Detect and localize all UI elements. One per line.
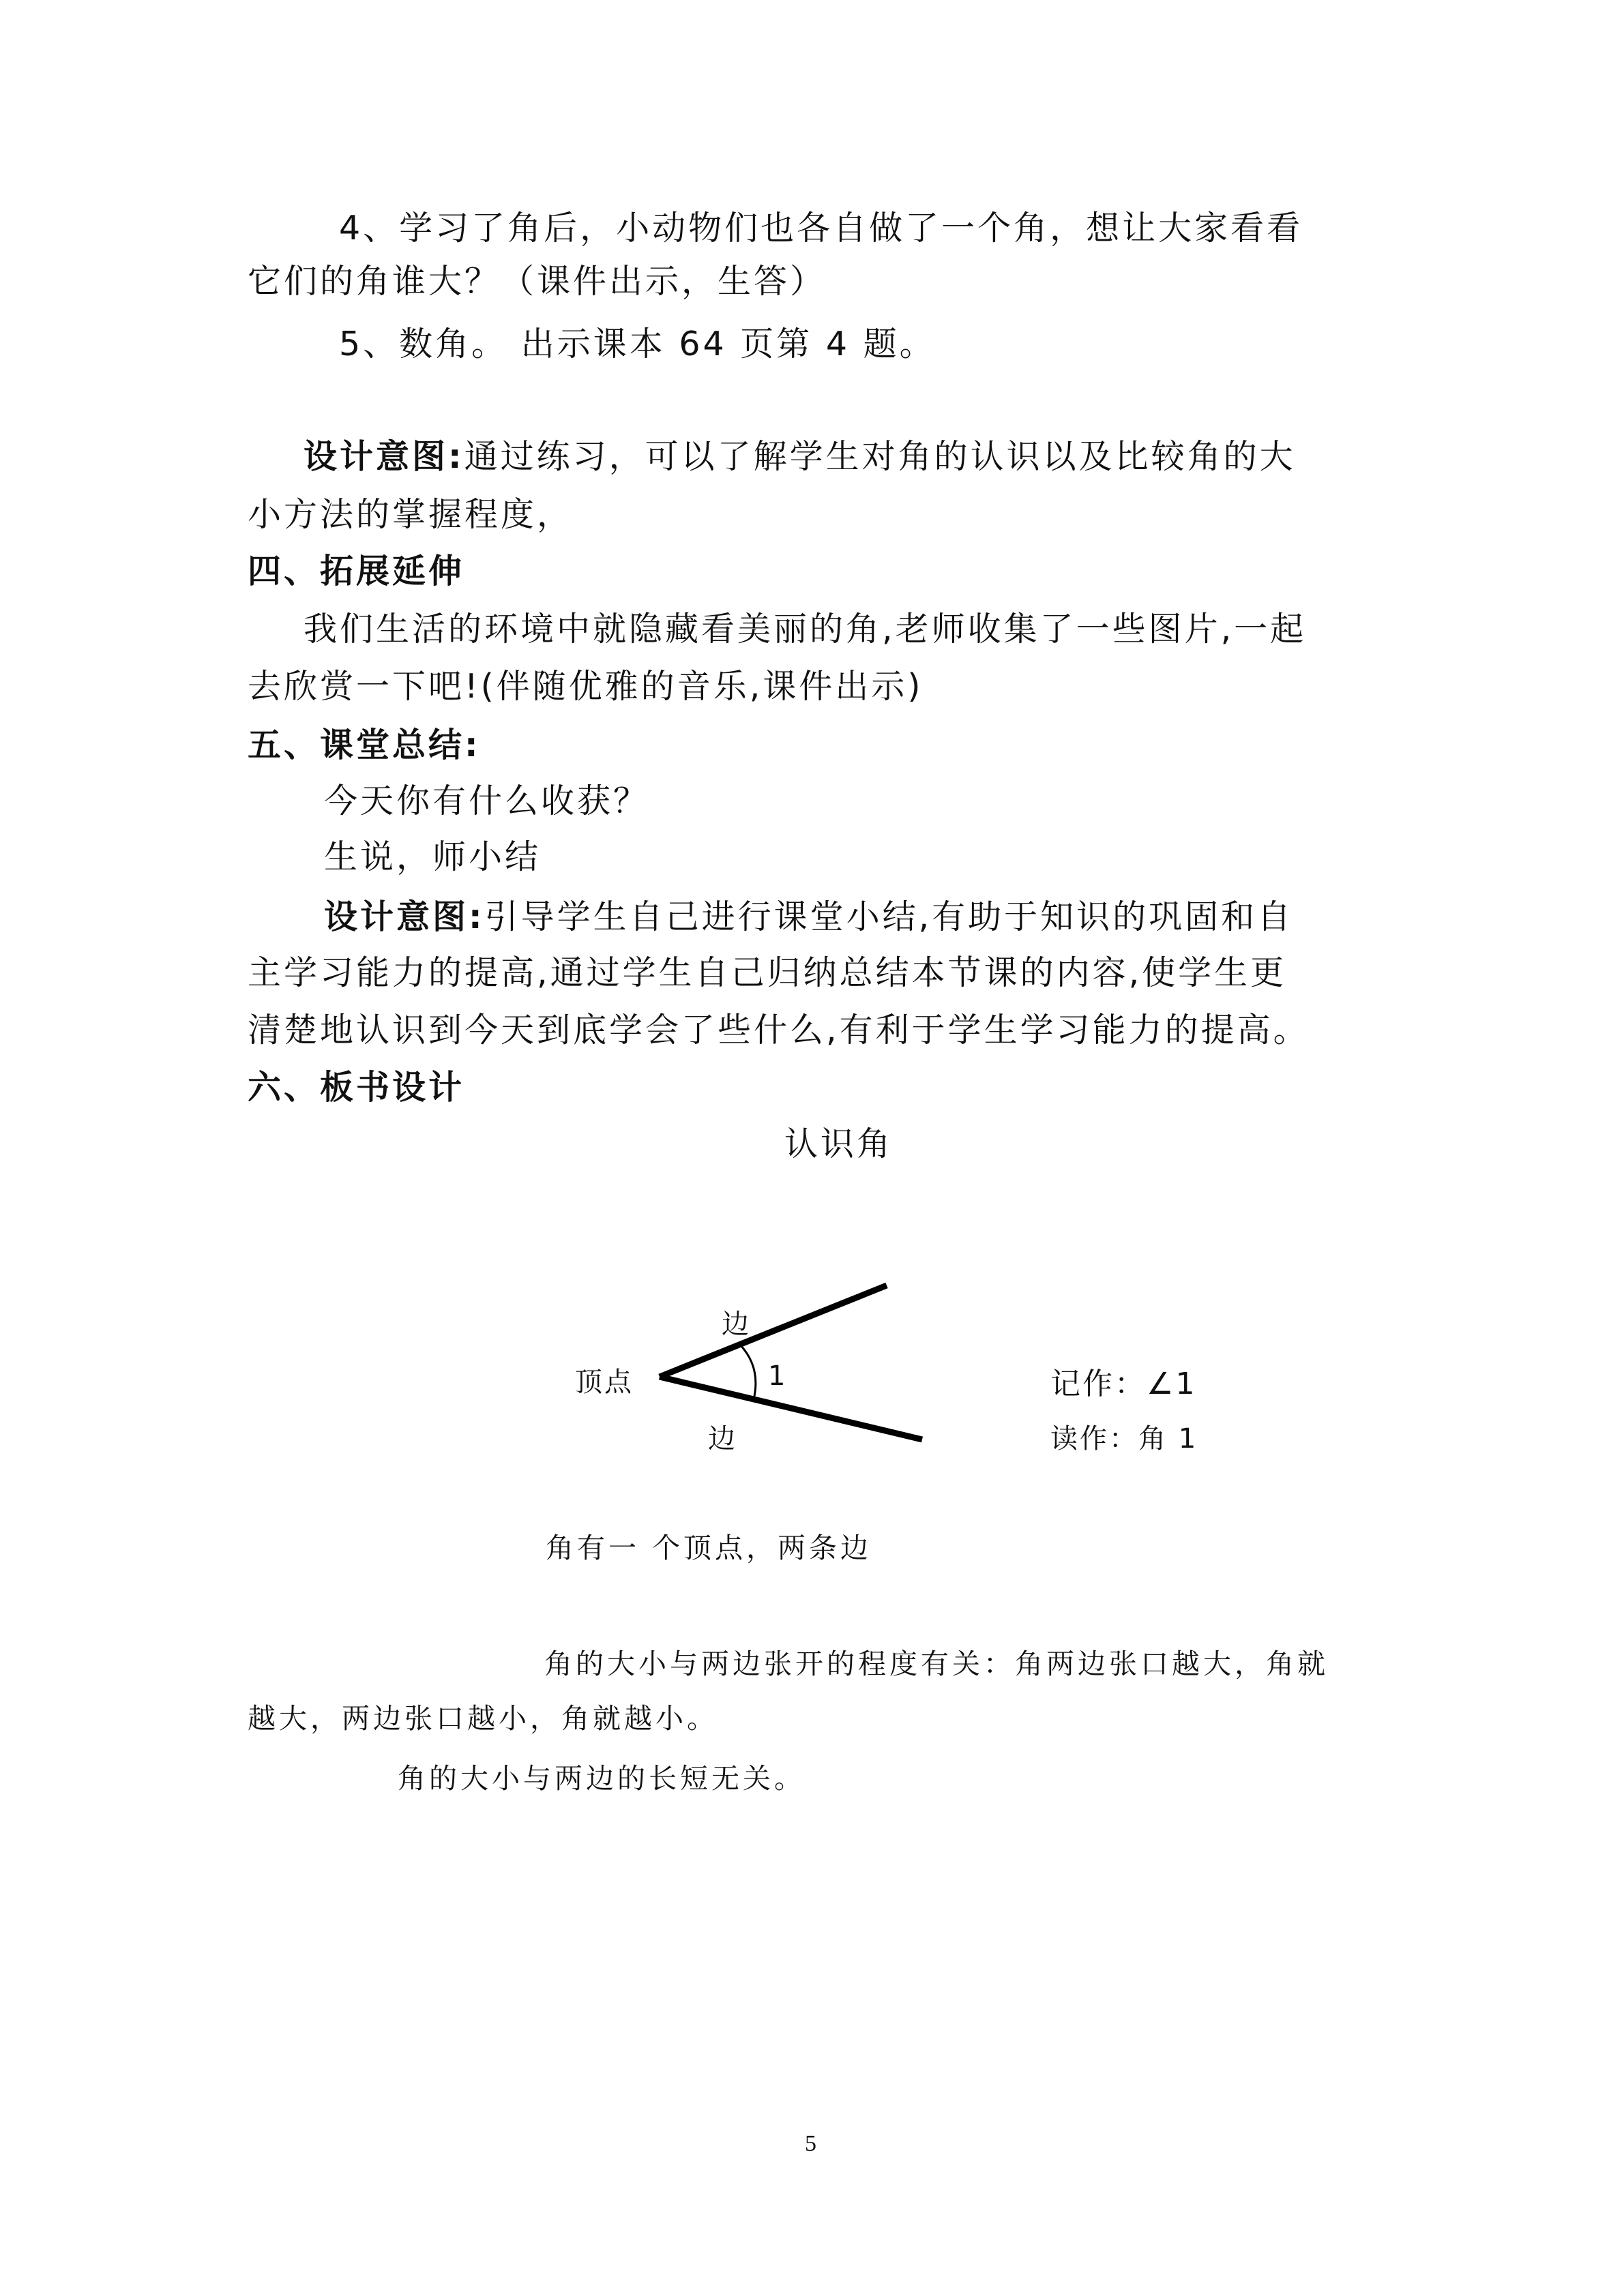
angle-reading: 读作：角 1 bbox=[1050, 1423, 1198, 1455]
angle-side-bottom bbox=[660, 1377, 922, 1440]
section-4-heading: 四、拓展延伸 bbox=[248, 552, 465, 591]
section-4-line-1: 我们生活的环境中就隐藏看美丽的角,老师收集了一些图片,一起 bbox=[304, 610, 1307, 648]
angle-arc bbox=[740, 1345, 756, 1399]
side-bottom-label: 边 bbox=[708, 1423, 737, 1455]
exercise-5: 5、数角。 出示课本 64 页第 4 题。 bbox=[339, 325, 936, 363]
design-intent-1-label: 设计意图: bbox=[304, 437, 464, 476]
section-6-heading: 六、板书设计 bbox=[248, 1068, 465, 1107]
board-size-rule-line-2: 越大，两边张口越小，角就越小。 bbox=[248, 1702, 718, 1735]
vertex-label: 顶点 bbox=[575, 1367, 634, 1398]
angle-number-label: 1 bbox=[768, 1360, 788, 1392]
design-intent-1-line-1 bbox=[304, 436, 1296, 477]
board-title: 认识角 bbox=[784, 1124, 894, 1163]
exercise-4-line-2: 它们的角谁大？（课件出示，生答） bbox=[248, 262, 827, 301]
design-intent-2-line-3: 清楚地认识到今天到底学会了些什么,有利于学生学习能力的提高。 bbox=[248, 1011, 1310, 1049]
exercise-4-line-1: 4、学习了角后，小动物们也各自做了一个角，想让大家看看 bbox=[339, 209, 1303, 248]
board-summary-parts: 角有一 个顶点，两条边 bbox=[546, 1532, 872, 1564]
design-intent-2-label: 设计意图: bbox=[324, 897, 485, 936]
design-intent-1-text: 通过练习，可以了解学生对角的认识以及比较角的大 bbox=[464, 437, 1296, 476]
board-size-rule-line-1: 角的大小与两边张开的程度有关：角两边张口越大，角就 bbox=[544, 1648, 1329, 1680]
section-5-heading: 五、课堂总结: bbox=[248, 726, 481, 764]
section-5-answer: 生说，师小结 bbox=[324, 837, 542, 876]
design-intent-1-line-2: 小方法的掌握程度， bbox=[248, 495, 574, 534]
design-intent-2-line-2: 主学习能力的提高,通过学生自己归纳总结本节课的内容,使学生更 bbox=[248, 953, 1287, 992]
section-5-question: 今天你有什么收获？ bbox=[324, 781, 650, 820]
angle-diagram bbox=[641, 1268, 941, 1446]
design-intent-2-line-1 bbox=[324, 897, 1293, 938]
board-length-rule: 角的大小与两边的长短无关。 bbox=[398, 1762, 806, 1795]
section-4-line-2: 去欣赏一下吧!(伴随优雅的音乐,课件出示) bbox=[248, 667, 924, 706]
design-intent-2-text: 引导学生自己进行课堂小结,有助于知识的巩固和自 bbox=[484, 897, 1294, 936]
angle-notation: 记作：∠1 bbox=[1050, 1367, 1197, 1401]
page-number: 5 bbox=[805, 2131, 816, 2156]
side-top-label: 边 bbox=[722, 1309, 751, 1340]
